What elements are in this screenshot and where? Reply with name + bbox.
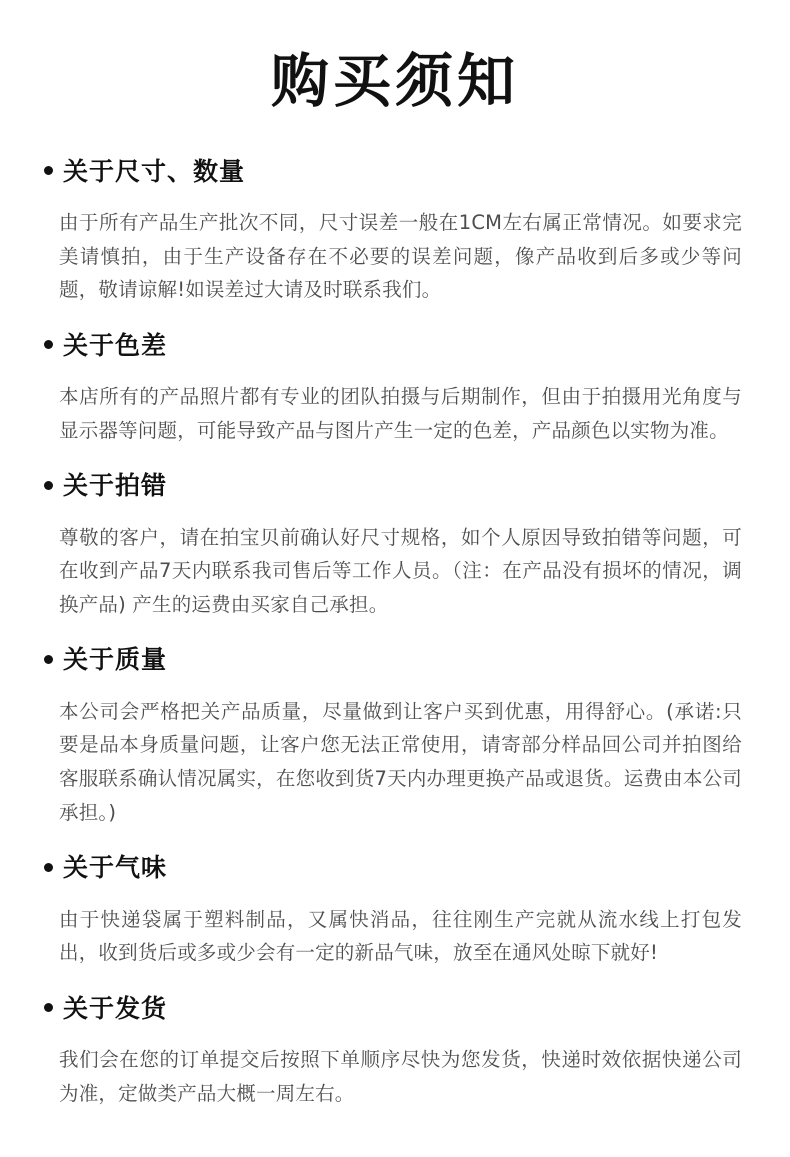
- section-body: 尊敬的客户，请在拍宝贝前确认好尺寸规格，如个人原因导致拍错等问题，可在收到产品7天内联系我司售后等工作人员。（注：在产品没有损坏的情况，调换产品) 产生的运费由买家自己承担。: [59, 525, 742, 616]
- bullet-icon: [44, 655, 53, 664]
- section-about-smell: [44, 853, 742, 970]
- section-title: 关于气味: [63, 853, 168, 883]
- bullet-icon: [44, 340, 53, 349]
- section-body: 我们会在您的订单提交后按照下单顺序尽快为您发货，快递时效依据快递公司为准，定做类产品大概一周左右。: [59, 1048, 742, 1105]
- section-heading-row: [44, 994, 742, 1024]
- section-title: 关于色差: [63, 330, 168, 360]
- section-title: 关于拍错: [63, 471, 168, 501]
- section-about-shipping: [44, 994, 742, 1111]
- section-heading-row: [44, 645, 742, 675]
- page-title: 购买须知: [270, 47, 519, 115]
- section-body: 由于所有产品生产批次不同，尺寸误差一般在1CM左右属正常情况。如要求完美请慎拍，由于生产设备存在不必要的误差问题，像产品收到后多或少等问题，敬请谅解!如误差过大请及时联系我们。: [59, 211, 742, 302]
- section-about-size: [44, 157, 742, 307]
- section-about-quality: [44, 645, 742, 829]
- section-title: 关于质量: [63, 645, 168, 675]
- bullet-icon: [44, 481, 53, 490]
- section-heading-row: [44, 853, 742, 883]
- bullet-icon: [44, 166, 53, 175]
- section-body: 由于快递袋属于塑料制品，又属快消品，往往刚生产完就从流水线上打包发出，收到货后或多或少会有一定的新品气味，放至在通风处晾下就好!: [59, 907, 742, 965]
- section-body: 本公司会严格把关产品质量，尽量做到让客户买到优惠，用得舒心。(承诺:只要是品本身质量问题，让客户您无法正常使用，请寄部分样品回公司并拍图给客服联系确认情况属实，在您收到货7天内办理更换产品或退货。运费由本公司承担。): [59, 699, 742, 824]
- section-body: 本店所有的产品照片都有专业的团队拍摄与后期制作，但由于拍摄用光角度与显示器等问题，可能导致产品与图片产生一定的色差，产品颜色以实物为准。: [59, 385, 742, 442]
- section-heading-row: [44, 331, 742, 361]
- section-title: 关于发货: [63, 993, 168, 1023]
- section-title: 关于尺寸、数量: [63, 156, 246, 186]
- section-heading-row: [44, 471, 742, 501]
- bullet-icon: [44, 1003, 53, 1012]
- notice-sections: [0, 157, 790, 1111]
- section-about-wrong-order: [44, 471, 742, 621]
- bullet-icon: [44, 863, 53, 872]
- section-about-color-difference: [44, 331, 742, 448]
- section-heading-row: [44, 157, 742, 187]
